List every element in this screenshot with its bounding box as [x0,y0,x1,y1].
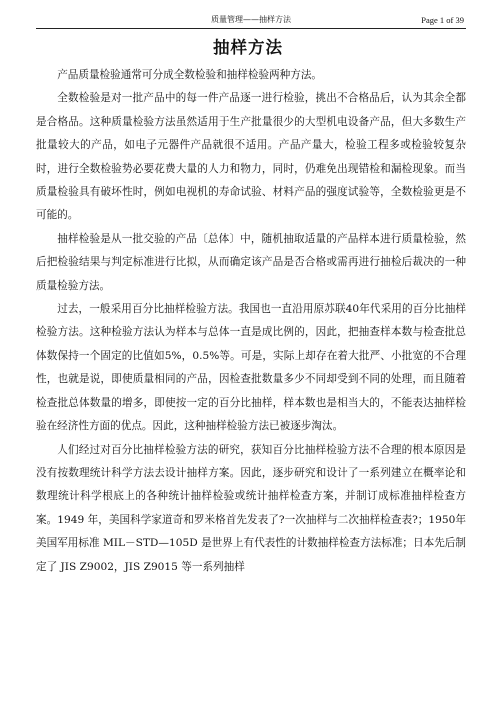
paragraph-full-inspection: 全数检验是对一批产品中的每一件产品逐一进行检验，挑出不合格品后，认为其余全都是合格品。这种质量检验方法虽然适用于生产批量很少的大型机电设备产品，但大多数生产批量较大的产品，如电子元器件产品就很不适用。产品产量大，检验工程多或检验较复杂时，进行全数检验势必要花费大量的人力和物力，同时，仍难免出现错检和漏检现象。而当质量检验具有破坏性时，例如电视机的寿命试验、材料产品的强度试验等，全数检验更是不可能的。 [36,92,466,222]
document-title: 抽样方法 [213,38,283,57]
paragraph-percentage-sampling: 过去，一般采用百分比抽样检验方法。我国也一直沿用原苏联40年代采用的百分比抽样检验方法。这种检验方法认为样本与总体一直是成比例的，因此，把抽查样本数与检查批总体数保持一个固定的比值如5%，0.5%等。可是，实际上却存在着大批严、小批宽的不合理性，也就是说，即使质量相同的产品，因检查批数量多少不同却受到不同的处理，而且随着检查批总体数量的增多，即使按一定的百分比抽样，样本数也是相当大的，不能表达抽样检验在经济性方面的优点。因此，这种抽样检验方法已被逐步淘汰。 [36,303,466,433]
page-number: Page 1 of 39 [421,15,464,25]
paragraph-intro: 产品质量检验通常可分成全数检验和抽样检验两种方法。 [57,69,323,81]
document-body [36,64,466,579]
paragraph-statistical-sampling: 人们经过对百分比抽样检验方法的研究，获知百分比抽样检验方法不合理的根本原因是没有按数理统计科学方法去设计抽样方案。因此，逐步研究和设计了一系列建立在概率论和数理统计科学根底上的各种统计抽样检验或统计抽样检查方案，并制订成标准抽样检查方案。1949 年，美国科学家道奇和罗米格首先发表了?一次抽样与二次抽样检查表?；1950年美国军用标准 MIL－STD—105D 是世界上有代表性的计数抽样检查方法标准；日本先后制定了 JIS Z9002，JIS Z9015 等一系列抽样 [36,443,466,573]
paragraph-sampling-inspection: 抽样检验是从一批交验的产品〔总体〕中，随机抽取适量的产品样本进行质量检验，然后把检验结果与判定标准进行比拟，从而确定该产品是否合格或需再进行抽检后裁决的一种质量检验方法。 [36,232,466,292]
header-title: 质量管理——抽样方法 [211,15,291,24]
page-header [36,12,466,29]
